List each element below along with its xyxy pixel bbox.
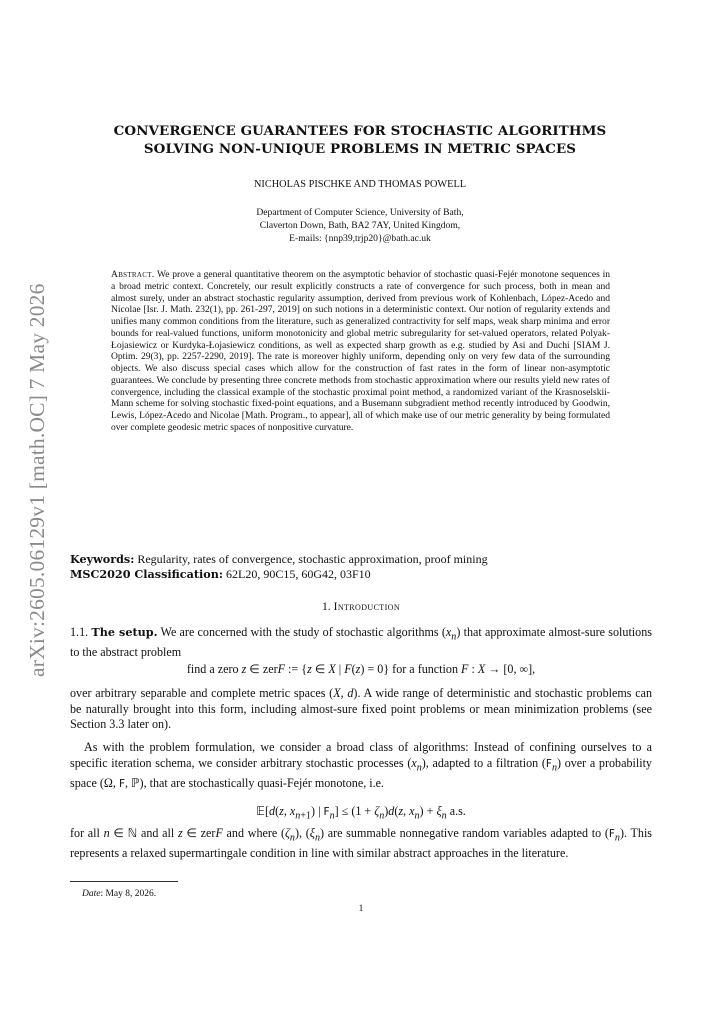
title-line-2: SOLVING NON-UNIQUE PROBLEMS IN METRIC SPACES bbox=[143, 140, 577, 157]
section-title: Introduction bbox=[333, 600, 401, 613]
p4-text-a: for all bbox=[70, 826, 100, 840]
paragraph-conditions: for all n ∈ ℕ and all z ∈ zerF and where $(\zeta_n)$, $(\xi_n)$ are summable nonnegative random variables adapted to $(F_n)$. This represents a relaxed supermartingale condition in line with similar abstract approaches in the literature. bbox=[70, 826, 653, 860]
author-list: NICHOLAS PISCHKE AND THOMAS POWELL bbox=[253, 179, 467, 190]
footnote-rule bbox=[70, 881, 178, 882]
p1-text: We are concerned with the study of stochastic algorithms bbox=[160, 625, 439, 639]
msc-text: 62L20, 90C15, 60G42, 03F10 bbox=[226, 567, 371, 581]
p3-text-c: over a probability space bbox=[70, 755, 652, 790]
affiliation-line-1: Department of Computer Science, University of Bath, bbox=[256, 207, 464, 218]
msc-line bbox=[70, 567, 652, 582]
eq1-lead: find a zero bbox=[186, 662, 239, 676]
footnote-date bbox=[82, 889, 156, 899]
p3-text-a: As with the problem formulation, we consider a broad class of algorithms: Instead of confining ourselves to a specific iteration schema, we consider arbitrary stochastic processes bbox=[70, 740, 652, 770]
paragraph-algorithms: As with the problem formulation, we consider a broad class of algorithms: Instead of confining ourselves to a specific iteration schema, we consider arbitrary stochastic processes $(x_n)$, adapted to a filtration $(F_n)$ over a probability space (Ω, F, ℙ), that are stochastically quasi-Fejér monotone, i.e. bbox=[70, 740, 652, 790]
arxiv-stamp[interactable]: arXiv:2605.06129v1 [math.OC] 7 May 2026 bbox=[25, 283, 49, 677]
section-number: 1. bbox=[321, 600, 331, 613]
footnote-text: : May 8, 2026. bbox=[100, 889, 157, 899]
keywords-text: Regularity, rates of convergence, stochastic approximation, proof mining bbox=[137, 552, 488, 566]
p4-text-e: . This represents a relaxed supermartingale condition in line with similar abstract approaches in the literature. bbox=[70, 826, 653, 860]
keywords-label: Keywords: bbox=[70, 552, 135, 566]
abstract-text: We prove a general quantitative theorem on the asymptotic behavior of stochastic quasi-Fejér monotone sequences in a broad metric context. Concretely, our result explicitly constructs a rate of convergence for such process, both in mean and almost surely, under an abstract stochastic regularity assumption, derived from previous work of Kohlenbach, López-Acedo and Nicolae [Isr. J. Math. 232(1), pp. 261-297, 2019] on such notions in a deterministic context. Our notion of regularity extends and unifies many common conditions from the literature, such as generalized contractivity for self maps, weak sharp minima and error bounds for real-valued functions, uniform monotonicity and global metric subregularity for set-valued operators, related Polyak-Łojasiewicz or Kurdyka-Łojasiewicz conditions, as well as expected sharp growth as e.g. studied by Asi and Duchi [SIAM J. Optim. 29(3), pp. 2257-2290, 2019]. The rate is moreover highly uniform, depending only on very few data of the surrounding objects. We also discuss special cases which allow for the construction of fast rates in the form of linear non-asymptotic guarantees. We conclude by presenting three concrete methods from stochastic approximation where our results yield new rates of convergence, including the classical example of the stochastic proximal point method, a randomized variant of the Krasnoselskii-Mann scheme for solving stochastic fixed-point equations, and a Busemann subgradient method recently introduced by Goodwin, Lewis, López-Acedo and Nicolae [Math. Program., to appear], all of which make use of our metric generality by being formulated over complete geodesic metric spaces of nonpositive curvature. bbox=[111, 269, 610, 433]
affiliation-line-2: Claverton Down, Bath, BA2 7AY, United Kingdom, bbox=[259, 220, 461, 231]
paragraph-spaces: over arbitrary separable and complete metric spaces (X, d). A wide range of deterministic and stochastic problems can be naturally brought into this form, including almost-sure fixed point problems or mean minimization problems (see Section 3.3 later on). bbox=[70, 686, 652, 732]
subsection-title: The setup. bbox=[91, 625, 158, 639]
equation-quasi-fejer: 𝔼[d(z, $x_{n+1}$) | $F_n] \le (1 + \zeta_n)d(z$, $x_n) + \xi_n$ a.s. bbox=[256, 804, 466, 822]
equation-problem: find a zero z ∈ zerF := {z ∈ X | F(z) = 0} for a function F : X → [0, ∞], bbox=[186, 662, 536, 676]
eq1-tail: for a function bbox=[392, 662, 458, 676]
p4-text-b: and all bbox=[141, 826, 175, 840]
eq2-tail: a.s. bbox=[449, 804, 466, 818]
p2-text-b: . A wide range of deterministic and stochastic problems can be naturally brought into this form, including almost-sure fixed point problems or mean minimization problems (see Section 3.3 later on). bbox=[70, 686, 652, 732]
p4-text-d: are summable nonnegative random variables adapted to bbox=[327, 826, 602, 840]
page-number: 1 bbox=[358, 904, 364, 914]
p1-text-b: that approximate almost-sure solutions to the abstract problem bbox=[70, 625, 652, 659]
paper-title bbox=[70, 123, 650, 158]
p2-text-a: over arbitrary separable and complete metric spaces bbox=[70, 686, 326, 700]
p3-text-d: , that are stochastically quasi-Fejér monotone, i.e. bbox=[143, 775, 385, 790]
msc-label: MSC2020 Classification: bbox=[70, 567, 223, 581]
footnote-label: Date bbox=[82, 889, 101, 899]
keywords-block bbox=[70, 552, 652, 582]
title-line-1: CONVERGENCE GUARANTEES FOR STOCHASTIC ALGORITHMS bbox=[113, 123, 607, 139]
p3-text-b: , adapted to a filtration bbox=[425, 755, 539, 770]
keywords-line bbox=[70, 552, 652, 567]
affiliation-emails: E-mails: {nnp39,trjp20}@bath.ac.uk bbox=[289, 233, 431, 244]
abstract-label: Abstract. bbox=[111, 269, 155, 280]
subsection-number: 1.1. bbox=[70, 625, 89, 639]
abstract bbox=[111, 269, 610, 434]
section-heading bbox=[70, 600, 652, 613]
affiliation bbox=[70, 206, 650, 245]
p4-text-c: and where bbox=[226, 826, 278, 840]
paragraph-setup: 1.1. The setup. We are concerned with the study of stochastic algorithms $(x_n)$ that approximate almost-sure solutions to the abstract problem bbox=[70, 625, 652, 659]
